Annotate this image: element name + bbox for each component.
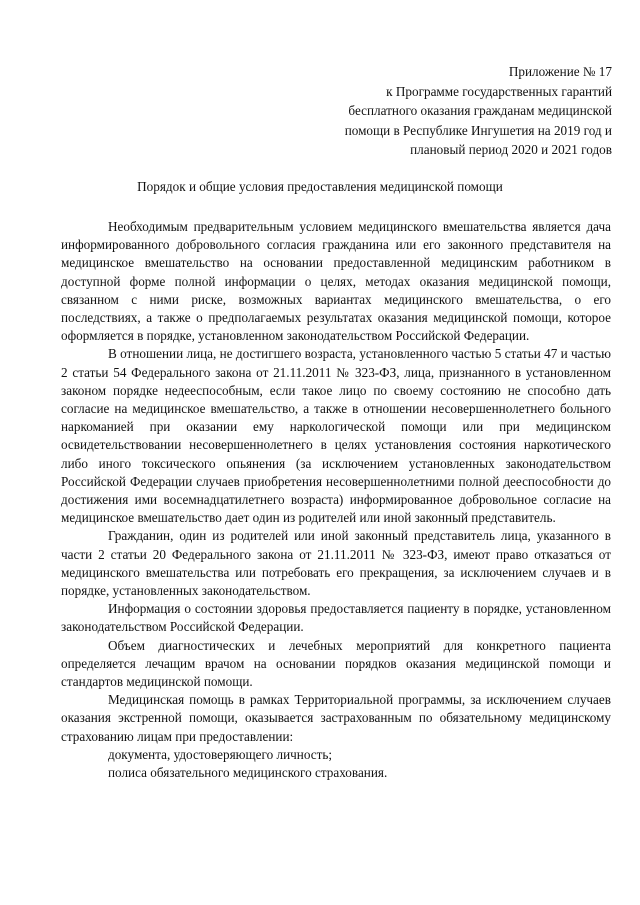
- paragraph-refusal-right: Гражданин, один из родителей или иной законный представитель лица, указанного в части 2 статьи 20 Федерального закона от 21.11.2011 № 323-ФЗ, имеют право отказаться от медицинского вмешательства или потребовать его прекращения, за исключением случаев и в порядке, установленных законодательством.: [61, 528, 611, 599]
- appendix-header: [345, 62, 612, 160]
- paragraph-health-information: Информация о состоянии здоровья предоставляется пациенту в порядке, установленном законодательством Российской Федерации.: [61, 601, 611, 635]
- list-item-identity-document: документа, удостоверяющего личность;: [108, 746, 333, 762]
- appendix-line-planning-period: плановый период 2020 и 2021 годов: [410, 142, 612, 158]
- appendix-line-program: к Программе государственных гарантий: [386, 83, 612, 99]
- list-item-insurance-policy: полиса обязательного медицинского страхования.: [108, 765, 388, 781]
- appendix-line-number: Приложение № 17: [508, 64, 612, 79]
- appendix-line-free-care: бесплатного оказания гражданам медицинской: [348, 103, 612, 119]
- paragraph-informed-consent: Необходимым предварительным условием медицинского вмешательства является дача информированного добровольного согласия гражданина или его законного представителя на медицинское вмешательство на основании предоставленной медицинским работником в доступной форме полной информации о целях, методах оказания медицинской помощи, связанном с ними риске, возможных вариантах медицинского вмешательства, о его последствиях, а также о предполагаемых результатах оказания медицинской помощи, которое оформляется в порядке, установленном законодательством Российской Федерации.: [61, 219, 611, 344]
- document-body: [61, 218, 611, 782]
- paragraph-minors-consent: В отношении лица, не достигшего возраста, установленного частью 5 статьи 47 и частью 2 статьи 54 Федерального закона от 21.11.2011 № 323-ФЗ, лица, признанного в установленном законом порядке недееспособным, если такое лицо по своему состоянию не способно дать согласие на медицинское вмешательство, а также в отношении несовершеннолетнего больного наркоманией при оказании ему наркологической помощи или при медицинском освидетельствовании несовершеннолетнего в целях установления состояния наркотического либо иного токсического опьянения (за исключением установленных законодательством Российской Федерации случаев приобретения несовершеннолетними полной дееспособности до достижения ими восемнадцатилетнего возраста) информированное добровольное согласие на медицинское вмешательство дает один из родителей или иной законный представитель.: [61, 346, 611, 526]
- document-title: Порядок и общие условия предоставления медицинской помощи: [137, 179, 503, 194]
- paragraph-territorial-program: Медицинская помощь в рамках Территориальной программы, за исключением случаев оказания экстренной помощи, оказывается застрахованным по обязательному медицинскому страхованию лицам при предоставлении:: [61, 692, 611, 744]
- appendix-line-region-year: помощи в Республике Ингушетия на 2019 год и: [344, 122, 612, 138]
- paragraph-diagnostic-scope: Объем диагностических и лечебных мероприятий для конкретного пациента определяется лечащим врачом на основании порядков оказания медицинской помощи и стандартов медицинской помощи.: [61, 637, 611, 690]
